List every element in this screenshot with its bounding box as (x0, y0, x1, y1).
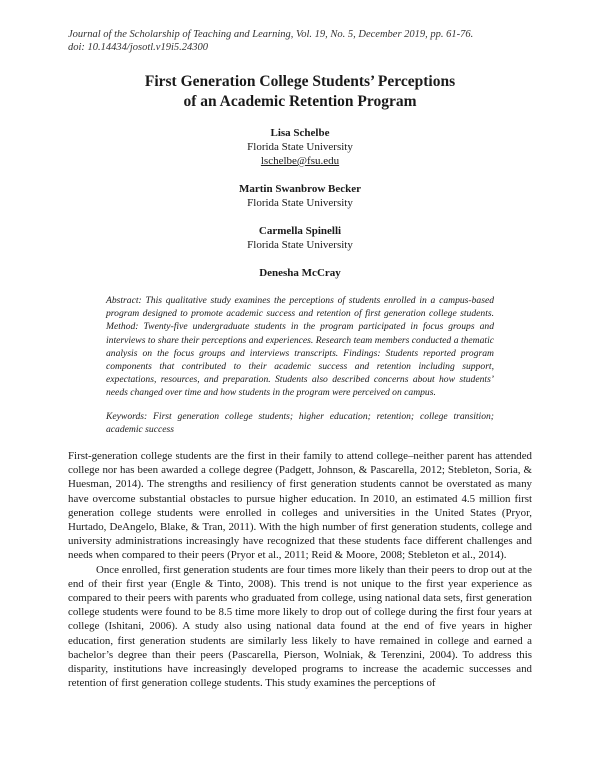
author-affiliation: Florida State University (247, 141, 353, 153)
title-line-2: of an Academic Retention Program (183, 93, 417, 110)
paper-title (68, 72, 532, 112)
author-name: Martin Swanbrow Becker (238, 183, 361, 195)
author-block (68, 126, 532, 168)
author-block (68, 224, 532, 252)
author-name: Carmella Spinelli (258, 225, 342, 237)
body-paragraph: Once enrolled, first generation students are four times more likely than their peers to drop out at the end of their first year (Engle & Tinto, 2008). This trend is not unique to the first year experience as compared to their peers with parents who graduated from college, using national data sets, first generation college students were found to be 8.5 time more likely to drop out of college during the first four years at college (Ishitani, 2006). A study also using national data found at the end of five years in higher education, first generation students are similarly less likely to have remained in college and earned a bachelor’s degree than their peers (Pascarella, Pierson, Wolniak, & Terenzini, 2004). To address this disparity, institutions have increasingly developed programs to increase the academic successes and retention of first generation college students. This study examines the perceptions of (68, 563, 532, 690)
title-line-1: First Generation College Students’ Perceptions (144, 73, 456, 90)
doi-line: doi: 10.14434/josotl.v19i5.24300 (68, 42, 208, 53)
author-list (68, 126, 532, 280)
body-paragraph: First-generation college students are the first in their family to attend college–neither parent has attended college nor has been awarded a college degree (Padgett, Johnson, & Pascarella, 2012; Stebleton, Soria, & Huesman, 2014). The strengths and resiliency of first generation students cannot be overstated as many have overcome substantial obstacles to pursue higher education. In 2010, an estimated 4.5 million first generation college students were enrolled in colleges and universities in the United States (Pryor, Hurtado, DeAngelo, Blake, & Tran, 2011). With the high number of first generation students, college and university administrations increasingly have recognized that these students face different challenges and needs when compared to their peers (Pryor et al., 2011; Reid & Moore, 2008; Stebleton et al., 2014). (68, 450, 532, 562)
author-affiliation: Florida State University (247, 239, 353, 251)
abstract: Abstract: This qualitative study examines the perceptions of students enrolled in a campus-based program designed to promote academic success and retention of first generation college students. Method: Twenty-five undergraduate students in the program participated in focus groups and interviews to share their perceptions and experiences. Research team members conducted a thematic analysis on the focus groups and interviews transcripts. Findings: Students reported program components that contributed to their academic success and retention including support, expectations, resources, and preparation. Students also described concerns about how students’ needs changed over time and how students in the program were perceived on campus. (106, 295, 494, 399)
journal-citation: Journal of the Scholarship of Teaching and Learning, Vol. 19, No. 5, December 2019, pp. 61-76. (68, 29, 474, 40)
author-name: Denesha McCray (259, 267, 341, 279)
body-text (68, 449, 532, 690)
author-name: Lisa Schelbe (270, 127, 330, 139)
journal-header (68, 28, 532, 54)
author-affiliation: Florida State University (247, 197, 353, 209)
keywords: Keywords: First generation college students; higher education; retention; college transition; academic success (106, 410, 494, 435)
author-block (68, 266, 532, 280)
author-block (68, 182, 532, 210)
author-email-link[interactable]: lschelbe@fsu.edu (260, 155, 340, 167)
